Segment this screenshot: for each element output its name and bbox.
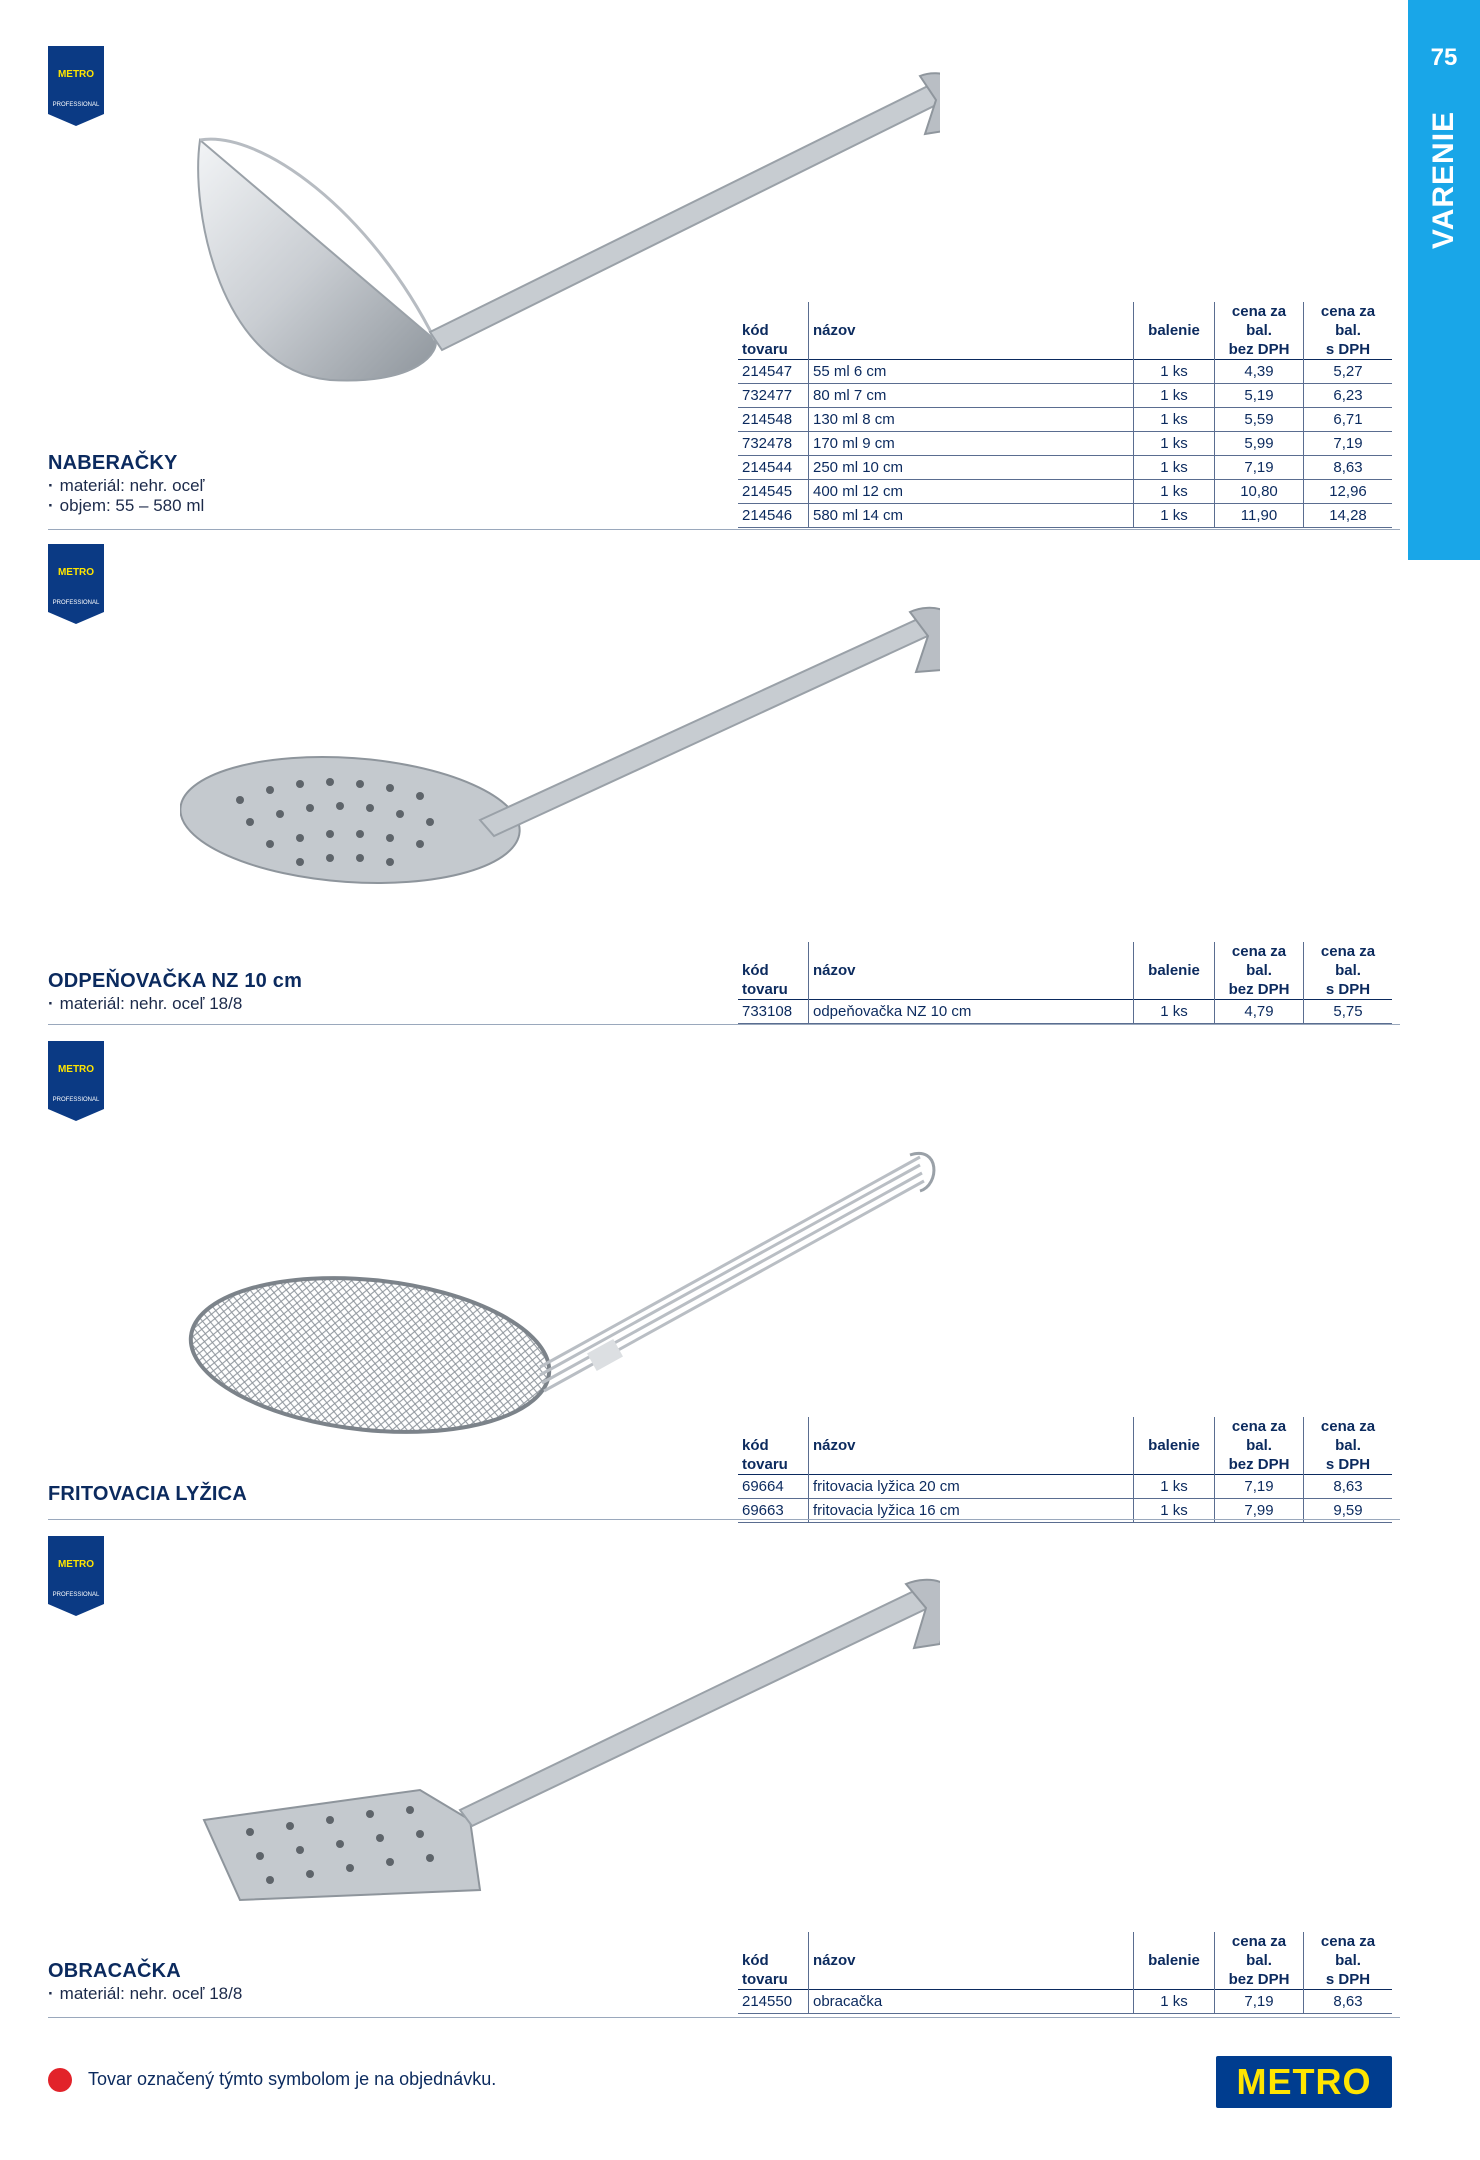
cell-pack: 1 ks (1134, 432, 1215, 456)
metro-professional-badge (48, 544, 104, 624)
badge-brand: METRO (57, 69, 95, 80)
cell-price-gross: 8,63 (1304, 1990, 1393, 2014)
cell-price-net: 7,19 (1215, 1475, 1304, 1499)
badge-brand: METRO (57, 1064, 95, 1075)
header-pack: balenie (1134, 1932, 1215, 1990)
cell-code: 214545 (738, 480, 809, 504)
badge-brand: METRO (57, 567, 95, 578)
table-row (738, 456, 1392, 480)
header-name: názov (809, 942, 1134, 1000)
header-code-2: tovaru (742, 981, 788, 998)
cell-code: 732478 (738, 432, 809, 456)
header-price-net-2: bez DPH (1228, 981, 1290, 998)
header-code-1: kód (742, 1437, 769, 1454)
cell-pack: 1 ks (1134, 456, 1215, 480)
cell-price-gross: 5,27 (1304, 360, 1393, 384)
price-table (738, 1932, 1392, 2014)
bullet-item: · materiál: nehr. oceľ 18/8 (48, 1984, 242, 2004)
header-price-gross-2: s DPH (1325, 1456, 1371, 1473)
cell-name: 80 ml 7 cm (809, 384, 1134, 408)
price-table (738, 942, 1392, 1024)
header-price-gross-2: s DPH (1325, 341, 1371, 358)
cell-code: 69663 (738, 1499, 809, 1523)
header-price-net-1: cena za bal. (1231, 1933, 1287, 1969)
cell-pack: 1 ks (1134, 480, 1215, 504)
order-symbol-icon (48, 2068, 72, 2092)
header-price-gross-1: cena za bal. (1320, 1418, 1376, 1454)
cell-code: 69664 (738, 1475, 809, 1499)
cell-pack: 1 ks (1134, 1990, 1215, 2014)
header-pack: balenie (1134, 1417, 1215, 1475)
header-code-2: tovaru (742, 1971, 788, 1988)
cell-price-gross: 6,71 (1304, 408, 1393, 432)
cell-name: 400 ml 12 cm (809, 480, 1134, 504)
cell-name: obracačka (809, 1990, 1134, 2014)
metro-professional-badge (48, 1536, 104, 1616)
header-price-gross-1: cena za bal. (1320, 303, 1376, 339)
table-row (738, 408, 1392, 432)
table-row (738, 432, 1392, 456)
bullet-item: · materiál: nehr. oceľ 18/8 (48, 994, 242, 1014)
cell-price-gross: 12,96 (1304, 480, 1393, 504)
header-code-1: kód (742, 1952, 769, 1969)
badge-sub: PROFESSIONAL (52, 1097, 100, 1103)
header-price-gross-2: s DPH (1325, 981, 1371, 998)
cell-price-net: 10,80 (1215, 480, 1304, 504)
table-row (738, 1000, 1392, 1024)
skimmer-image (180, 600, 940, 900)
header-price-gross-1: cena za bal. (1320, 943, 1376, 979)
table-row (738, 504, 1392, 528)
table-row (738, 480, 1392, 504)
cell-price-gross: 14,28 (1304, 504, 1393, 528)
cell-name: odpeňovačka NZ 10 cm (809, 1000, 1134, 1024)
cell-pack: 1 ks (1134, 1499, 1215, 1523)
badge-sub: PROFESSIONAL (52, 1592, 100, 1598)
cell-price-gross: 6,23 (1304, 384, 1393, 408)
cell-code: 214550 (738, 1990, 809, 2014)
header-name: názov (809, 1932, 1134, 1990)
product-section-odpenovacka (0, 530, 1400, 1025)
cell-code: 732477 (738, 384, 809, 408)
header-name: názov (809, 1417, 1134, 1475)
header-code-1: kód (742, 962, 769, 979)
metro-logo-text: METRO (1220, 2060, 1388, 2104)
cell-price-net: 5,59 (1215, 408, 1304, 432)
header-price-net-1: cena za bal. (1231, 1418, 1287, 1454)
cell-price-net: 5,99 (1215, 432, 1304, 456)
cell-code: 214548 (738, 408, 809, 432)
cell-pack: 1 ks (1134, 1000, 1215, 1024)
table-row (738, 1990, 1392, 2014)
cell-price-net: 4,79 (1215, 1000, 1304, 1024)
header-price-net-2: bez DPH (1228, 1456, 1290, 1473)
metro-professional-badge (48, 1041, 104, 1121)
cell-name: fritovacia lyžica 16 cm (809, 1499, 1134, 1523)
cell-price-net: 5,19 (1215, 384, 1304, 408)
cell-name: 130 ml 8 cm (809, 408, 1134, 432)
cell-name: 580 ml 14 cm (809, 504, 1134, 528)
header-price-net-2: bez DPH (1228, 341, 1290, 358)
header-price-gross-2: s DPH (1325, 1971, 1371, 1988)
cell-name: 170 ml 9 cm (809, 432, 1134, 456)
cell-pack: 1 ks (1134, 1475, 1215, 1499)
product-section-obracacka (0, 1520, 1400, 2018)
footer-note: Tovar označený týmto symbolom je na objednávku. (88, 2069, 497, 2089)
cell-price-net: 7,19 (1215, 1990, 1304, 2014)
cell-pack: 1 ks (1134, 504, 1215, 528)
cell-price-net: 11,90 (1215, 504, 1304, 528)
cell-code: 214544 (738, 456, 809, 480)
page-number: 75 (1430, 44, 1458, 71)
product-title: ODPEŇOVAČKA NZ 10 cm (48, 970, 303, 992)
metro-logo (1216, 2056, 1392, 2108)
turner-image (180, 1570, 940, 1910)
header-pack: balenie (1134, 942, 1215, 1000)
header-pack: balenie (1134, 302, 1215, 360)
frying-spoon-image (180, 1135, 940, 1455)
product-title: FRITOVACIA LYŽICA (48, 1483, 247, 1505)
bullet-item: · objem: 55 – 580 ml (48, 496, 204, 516)
product-section-naberacky (0, 0, 1400, 530)
cell-price-gross: 8,63 (1304, 456, 1393, 480)
header-price-net-2: bez DPH (1228, 1971, 1290, 1988)
product-bullets (48, 994, 242, 1014)
header-name: názov (809, 302, 1134, 360)
product-title: NABERAČKY (48, 452, 178, 474)
header-price-gross-1: cena za bal. (1320, 1933, 1376, 1969)
price-table (738, 302, 1392, 528)
cell-price-net: 4,39 (1215, 360, 1304, 384)
badge-sub: PROFESSIONAL (52, 102, 100, 108)
header-code-2: tovaru (742, 1456, 788, 1473)
cell-name: 55 ml 6 cm (809, 360, 1134, 384)
cell-code: 214547 (738, 360, 809, 384)
cell-name: 250 ml 10 cm (809, 456, 1134, 480)
header-price-net-1: cena za bal. (1231, 303, 1287, 339)
cell-code: 733108 (738, 1000, 809, 1024)
header-price-net-1: cena za bal. (1231, 943, 1287, 979)
badge-sub: PROFESSIONAL (52, 600, 100, 606)
cell-price-gross: 8,63 (1304, 1475, 1393, 1499)
table-row (738, 1475, 1392, 1499)
header-code-2: tovaru (742, 341, 788, 358)
product-section-fritovacia-lyzica (0, 1025, 1400, 1520)
cell-price-net: 7,19 (1215, 456, 1304, 480)
section-divider (48, 2017, 1400, 2018)
cell-price-gross: 7,19 (1304, 432, 1393, 456)
cell-pack: 1 ks (1134, 408, 1215, 432)
header-code-1: kód (742, 322, 769, 339)
cell-pack: 1 ks (1134, 384, 1215, 408)
page-tab (1408, 0, 1480, 560)
badge-brand: METRO (57, 1559, 95, 1570)
bullet-item: · materiál: nehr. oceľ (48, 476, 204, 496)
price-table (738, 1417, 1392, 1523)
product-title: OBRACAČKA (48, 1960, 181, 1982)
cell-pack: 1 ks (1134, 360, 1215, 384)
product-bullets (48, 1984, 242, 2004)
cell-code: 214546 (738, 504, 809, 528)
table-row (738, 384, 1392, 408)
cell-name: fritovacia lyžica 20 cm (809, 1475, 1134, 1499)
table-row (738, 360, 1392, 384)
category-label: VARENIE (1427, 110, 1460, 250)
cell-price-gross: 5,75 (1304, 1000, 1393, 1024)
cell-price-gross: 9,59 (1304, 1499, 1393, 1523)
product-bullets (48, 476, 204, 516)
cell-price-net: 7,99 (1215, 1499, 1304, 1523)
metro-professional-badge (48, 46, 104, 126)
